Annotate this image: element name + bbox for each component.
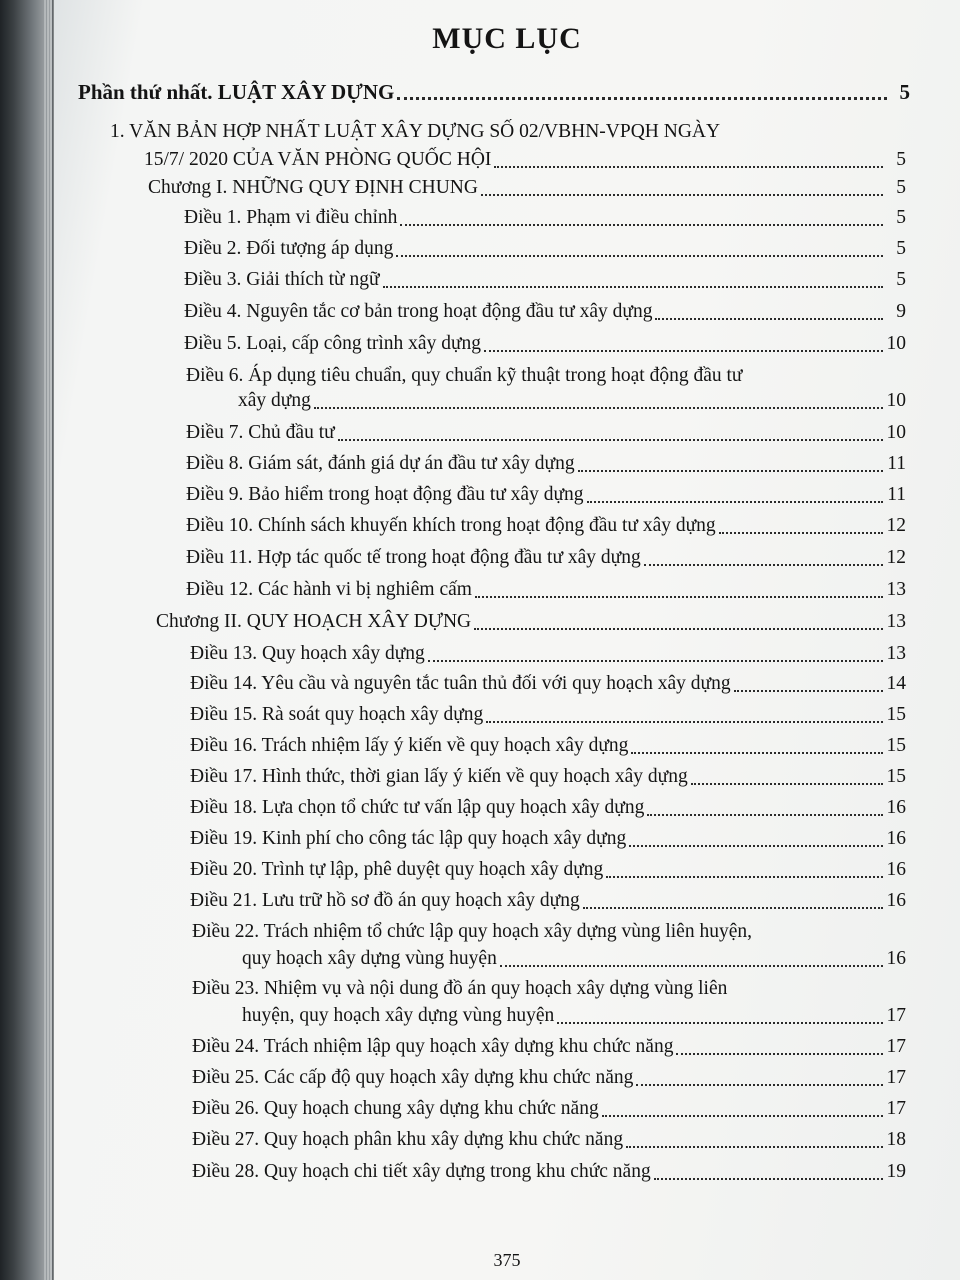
- leader-dots: [475, 595, 883, 598]
- leader-dots: [500, 964, 883, 967]
- toc-entry: [184, 300, 906, 324]
- toc-entry: [186, 421, 906, 445]
- toc-label: Điều 20. Trình tự lập, phê duyệt quy hoạch xây dựng: [190, 859, 604, 880]
- toc-page: 5: [896, 269, 906, 290]
- toc-label: Điều 15. Rà soát quy hoạch xây dựng: [190, 704, 484, 725]
- leader-dots: [400, 223, 883, 226]
- leader-dots: [629, 844, 883, 847]
- leader-dots: [606, 875, 883, 878]
- toc-label: Điều 1. Phạm vi điều chỉnh: [184, 207, 398, 228]
- toc-page: 13: [886, 579, 906, 600]
- toc-page: 19: [886, 1161, 906, 1182]
- toc-section-entry: [144, 148, 906, 172]
- toc-entry: [184, 332, 906, 356]
- leader-dots: [583, 906, 883, 909]
- toc-label: Điều 4. Nguyên tắc cơ bản trong hoạt động đầu tư xây dựng: [184, 301, 653, 322]
- toc-page: 16: [886, 890, 906, 911]
- leader-dots: [481, 193, 883, 196]
- toc-page: 17: [886, 1005, 906, 1026]
- leader-dots: [474, 627, 883, 630]
- toc-entry: [190, 858, 906, 882]
- toc-entry: [190, 734, 906, 758]
- toc-entry: [190, 827, 906, 851]
- toc-page: 15: [886, 704, 906, 725]
- toc-entry: [190, 765, 906, 789]
- toc-label: quy hoạch xây dựng vùng huyện: [242, 948, 497, 969]
- leader-dots: [428, 659, 883, 662]
- toc-entry: [186, 514, 906, 538]
- toc-label: Điều 25. Các cấp độ quy hoạch xây dựng khu chức năng: [192, 1067, 634, 1088]
- toc-page: 12: [886, 515, 906, 536]
- leader-dots: [396, 254, 883, 257]
- toc-entry: [190, 889, 906, 913]
- toc-entry-line1: Điều 23. Nhiệm vụ và nội dung đồ án quy hoạch xây dựng vùng liên: [192, 978, 728, 999]
- leader-dots: [557, 1021, 883, 1024]
- leader-dots: [734, 689, 883, 692]
- toc-label: Điều 21. Lưu trữ hồ sơ đồ án quy hoạch xây dựng: [190, 890, 580, 911]
- toc-page: 18: [886, 1129, 906, 1150]
- toc-entry: [186, 546, 906, 570]
- leader-dots: [314, 406, 883, 409]
- toc-label: Điều 10. Chính sách khuyến khích trong hoạt động đầu tư xây dựng: [186, 515, 716, 536]
- leader-dots: [486, 720, 883, 723]
- leader-dots: [397, 96, 887, 100]
- toc-entry: [192, 1066, 906, 1090]
- toc-entry-line1: Điều 6. Áp dụng tiêu chuẩn, quy chuẩn kỹ thuật trong hoạt động đầu tư: [186, 365, 743, 386]
- toc-page: 5: [899, 80, 910, 104]
- toc-entry: [192, 1097, 906, 1121]
- toc-label: Chương I. NHỮNG QUY ĐỊNH CHUNG: [148, 177, 478, 198]
- toc-entry: [192, 1035, 906, 1059]
- toc-label: Điều 11. Hợp tác quốc tế trong hoạt động đầu tư xây dựng: [186, 547, 641, 568]
- toc-entry: [242, 1004, 906, 1028]
- toc-entry: [190, 642, 906, 666]
- leader-dots: [647, 813, 883, 816]
- toc-label: Điều 19. Kinh phí cho công tác lập quy hoạch xây dựng: [190, 828, 627, 849]
- leader-dots: [587, 500, 883, 503]
- leader-dots: [636, 1083, 883, 1086]
- toc-page: 16: [886, 828, 906, 849]
- page-number: 375: [493, 1250, 521, 1270]
- toc-label: Điều 5. Loại, cấp công trình xây dựng: [184, 333, 482, 354]
- toc-label: huyện, quy hoạch xây dựng vùng huyện: [242, 1005, 555, 1026]
- leader-dots: [691, 782, 883, 785]
- toc-label: Chương II. QUY HOẠCH XÂY DỰNG: [156, 611, 472, 632]
- toc-page: 10: [886, 390, 906, 411]
- toc-page: 9: [896, 301, 906, 322]
- toc-part-entry: [78, 80, 910, 104]
- toc-page: 13: [886, 643, 906, 664]
- toc-entry: [184, 268, 906, 292]
- toc-label: Điều 2. Đối tượng áp dụng: [184, 238, 394, 259]
- toc-page: 5: [896, 177, 906, 198]
- leader-dots: [631, 751, 883, 754]
- toc-page: 15: [886, 735, 906, 756]
- toc-entry-line1: Điều 22. Trách nhiệm tổ chức lập quy hoạch xây dựng vùng liên huyện,: [192, 921, 752, 942]
- toc-entry: [190, 703, 906, 727]
- leader-dots: [338, 438, 883, 441]
- toc-entry: [184, 237, 906, 261]
- leader-dots: [655, 317, 883, 320]
- toc-entry: [186, 452, 906, 476]
- toc-label: Điều 8. Giám sát, đánh giá dự án đầu tư xây dựng: [186, 453, 575, 474]
- toc-page: 17: [886, 1067, 906, 1088]
- toc-entry: [238, 389, 906, 413]
- leader-dots: [383, 285, 883, 288]
- toc-page: 13: [886, 611, 906, 632]
- toc-label: Phần thứ nhất. LUẬT XÂY DỰNG: [78, 80, 395, 104]
- leader-dots: [578, 469, 883, 472]
- toc-label: Điều 13. Quy hoạch xây dựng: [190, 643, 425, 664]
- toc-page: 17: [886, 1036, 906, 1057]
- toc-label: xây dựng: [238, 390, 311, 411]
- table-of-contents: [54, 0, 960, 1280]
- toc-page: 11: [887, 453, 906, 474]
- toc-label: Điều 16. Trách nhiệm lấy ý kiến về quy hoạch xây dựng: [190, 735, 629, 756]
- toc-page: 5: [896, 149, 906, 170]
- toc-label: Điều 14. Yêu cầu và nguyên tắc tuân thủ đối với quy hoạch xây dựng: [190, 673, 731, 694]
- toc-page: 17: [886, 1098, 906, 1119]
- toc-page: 16: [886, 948, 906, 969]
- leader-dots: [676, 1052, 883, 1055]
- toc-label: 15/7/ 2020 CỦA VĂN PHÒNG QUỐC HỘI: [144, 149, 492, 170]
- leader-dots: [654, 1177, 883, 1180]
- leader-dots: [494, 165, 883, 168]
- toc-entry: [192, 1128, 906, 1152]
- leader-dots: [626, 1145, 883, 1148]
- toc-page: 12: [886, 547, 906, 568]
- page-title: MỤC LỤC: [432, 22, 582, 55]
- toc-label: Điều 9. Bảo hiểm trong hoạt động đầu tư xây dựng: [186, 484, 584, 505]
- toc-label: Điều 27. Quy hoạch phân khu xây dựng khu chức năng: [192, 1129, 624, 1150]
- toc-entry: [192, 1160, 906, 1184]
- toc-section-line1: 1. VĂN BẢN HỢP NHẤT LUẬT XÂY DỰNG SỐ 02/VBHN-VPQH NGÀY: [110, 121, 721, 142]
- toc-page: 11: [887, 484, 906, 505]
- toc-page: 10: [886, 333, 906, 354]
- toc-page: 14: [886, 673, 906, 694]
- toc-label: Điều 12. Các hành vi bị nghiêm cấm: [186, 579, 472, 600]
- leader-dots: [644, 563, 883, 566]
- toc-page: 16: [886, 859, 906, 880]
- toc-label: Điều 7. Chủ đầu tư: [186, 422, 335, 443]
- toc-label: Điều 3. Giải thích từ ngữ: [184, 269, 380, 290]
- toc-page: 5: [896, 238, 906, 259]
- toc-chapter-entry: [156, 610, 906, 634]
- toc-page: 15: [886, 766, 906, 787]
- toc-page: 16: [886, 797, 906, 818]
- toc-page: 10: [886, 422, 906, 443]
- leader-dots: [484, 349, 883, 352]
- book-page: [54, 0, 960, 1280]
- toc-entry: [186, 578, 906, 602]
- toc-entry: [186, 483, 906, 507]
- toc-entry: [242, 947, 906, 971]
- toc-entry: [190, 672, 906, 696]
- toc-entry: [190, 796, 906, 820]
- toc-label: Điều 26. Quy hoạch chung xây dựng khu chức năng: [192, 1098, 599, 1119]
- toc-label: Điều 18. Lựa chọn tổ chức tư vấn lập quy hoạch xây dựng: [190, 797, 645, 818]
- toc-chapter-entry: [148, 176, 906, 200]
- leader-dots: [602, 1114, 883, 1117]
- toc-label: Điều 24. Trách nhiệm lập quy hoạch xây dựng khu chức năng: [192, 1036, 674, 1057]
- toc-label: Điều 17. Hình thức, thời gian lấy ý kiến về quy hoạch xây dựng: [190, 766, 688, 787]
- toc-page: 5: [896, 207, 906, 228]
- leader-dots: [719, 531, 883, 534]
- toc-entry: [184, 206, 906, 230]
- toc-label: Điều 28. Quy hoạch chi tiết xây dựng trong khu chức năng: [192, 1161, 651, 1182]
